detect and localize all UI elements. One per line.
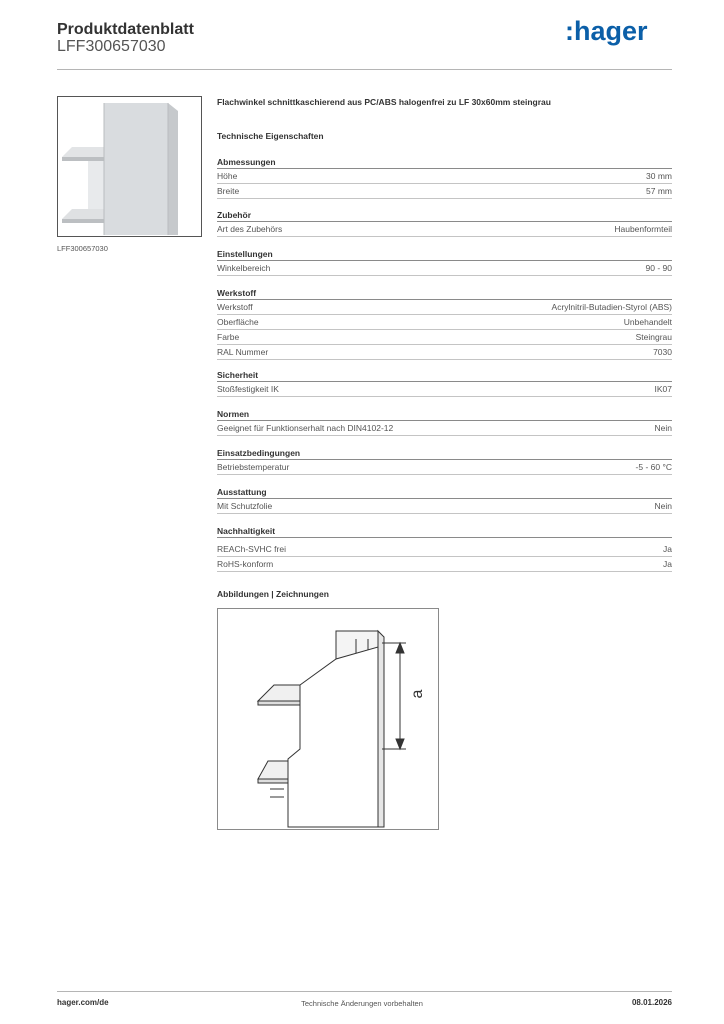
spec-label: REACh-SVHC frei <box>217 544 286 554</box>
spec-section-dimensions <box>217 156 672 199</box>
tech-properties-heading: Technische Eigenschaften <box>217 131 324 141</box>
spec-row <box>217 315 672 330</box>
spec-section-operating-conditions <box>217 447 672 475</box>
section-title: Nachhaltigkeit <box>217 525 672 538</box>
spec-section-sustainability <box>217 525 672 572</box>
spec-row <box>217 222 672 237</box>
section-title: Ausstattung <box>217 486 672 499</box>
section-title: Einstellungen <box>217 248 672 261</box>
spec-section-material <box>217 287 672 360</box>
spec-label: Oberfläche <box>217 317 259 327</box>
spec-label: Winkelbereich <box>217 263 271 273</box>
spec-value: Steingrau <box>635 332 672 342</box>
spec-label: Art des Zubehörs <box>217 224 283 234</box>
spec-value: 30 mm <box>646 171 672 181</box>
section-title: Normen <box>217 408 672 421</box>
spec-section-equipment <box>217 486 672 514</box>
spec-section-safety <box>217 369 672 397</box>
footer-website[interactable]: hager.com/de <box>57 998 109 1007</box>
spec-section-standards <box>217 408 672 436</box>
section-title: Werkstoff <box>217 287 672 300</box>
spec-row <box>217 557 672 572</box>
footer-date: 08.01.2026 <box>631 998 672 1007</box>
spec-label: Werkstoff <box>217 302 253 312</box>
photo-caption: LFF300657030 <box>57 244 108 253</box>
spec-row <box>217 169 672 184</box>
spec-value: Haubenformteil <box>614 224 672 234</box>
spec-value: 57 mm <box>646 186 672 196</box>
spec-value: Nein <box>654 423 672 433</box>
logo-text: :hager <box>565 16 648 46</box>
figures-heading: Abbildungen | Zeichnungen <box>217 589 329 599</box>
spec-value: 7030 <box>653 347 672 357</box>
hager-logo <box>565 16 657 46</box>
spec-label: Breite <box>217 186 240 196</box>
spec-row <box>217 184 672 199</box>
spec-label: RoHS-konform <box>217 559 274 569</box>
header-divider <box>57 69 672 70</box>
section-title: Abmessungen <box>217 156 672 169</box>
spec-label: Höhe <box>217 171 238 181</box>
product-photo <box>57 96 202 237</box>
spec-value: Ja <box>663 559 672 569</box>
spec-section-settings <box>217 248 672 276</box>
technical-drawing <box>217 608 439 830</box>
spec-row <box>217 345 672 360</box>
spec-section-accessories <box>217 209 672 237</box>
spec-label: RAL Nummer <box>217 347 269 357</box>
spec-row <box>217 499 672 514</box>
spec-row <box>217 421 672 436</box>
spec-label: Stoßfestigkeit IK <box>217 384 279 394</box>
product-description: Flachwinkel schnittkaschierend aus PC/ABS halogenfrei zu LF 30x60mm steingrau <box>217 97 551 107</box>
spec-label: Betriebstemperatur <box>217 462 290 472</box>
spec-value: IK07 <box>654 384 672 394</box>
section-title: Zubehör <box>217 209 672 222</box>
spec-label: Geeignet für Funktionserhalt nach DIN4102-12 <box>217 423 394 433</box>
spec-value: Unbehandelt <box>623 317 672 327</box>
spec-value: 90 - 90 <box>645 263 672 273</box>
spec-row <box>217 542 672 557</box>
footer-divider <box>57 991 672 992</box>
spec-value: Ja <box>663 544 672 554</box>
article-number: LFF300657030 <box>57 38 166 55</box>
page-title: Produktdatenblatt <box>57 21 194 38</box>
spec-row <box>217 261 672 276</box>
spec-row <box>217 300 672 315</box>
section-title: Einsatzbedingungen <box>217 447 672 460</box>
section-title: Sicherheit <box>217 369 672 382</box>
spec-label: Mit Schutzfolie <box>217 501 273 511</box>
spec-row <box>217 382 672 397</box>
spec-value: Acrylnitril-Butadien-Styrol (ABS) <box>551 302 672 312</box>
spec-label: Farbe <box>217 332 240 342</box>
spec-row <box>217 330 672 345</box>
dimension-label: a <box>409 689 427 699</box>
spec-value: -5 - 60 °C <box>635 462 672 472</box>
spec-value: Nein <box>654 501 672 511</box>
footer-disclaimer: Technische Änderungen vorbehalten <box>301 999 423 1008</box>
spec-row <box>217 460 672 475</box>
